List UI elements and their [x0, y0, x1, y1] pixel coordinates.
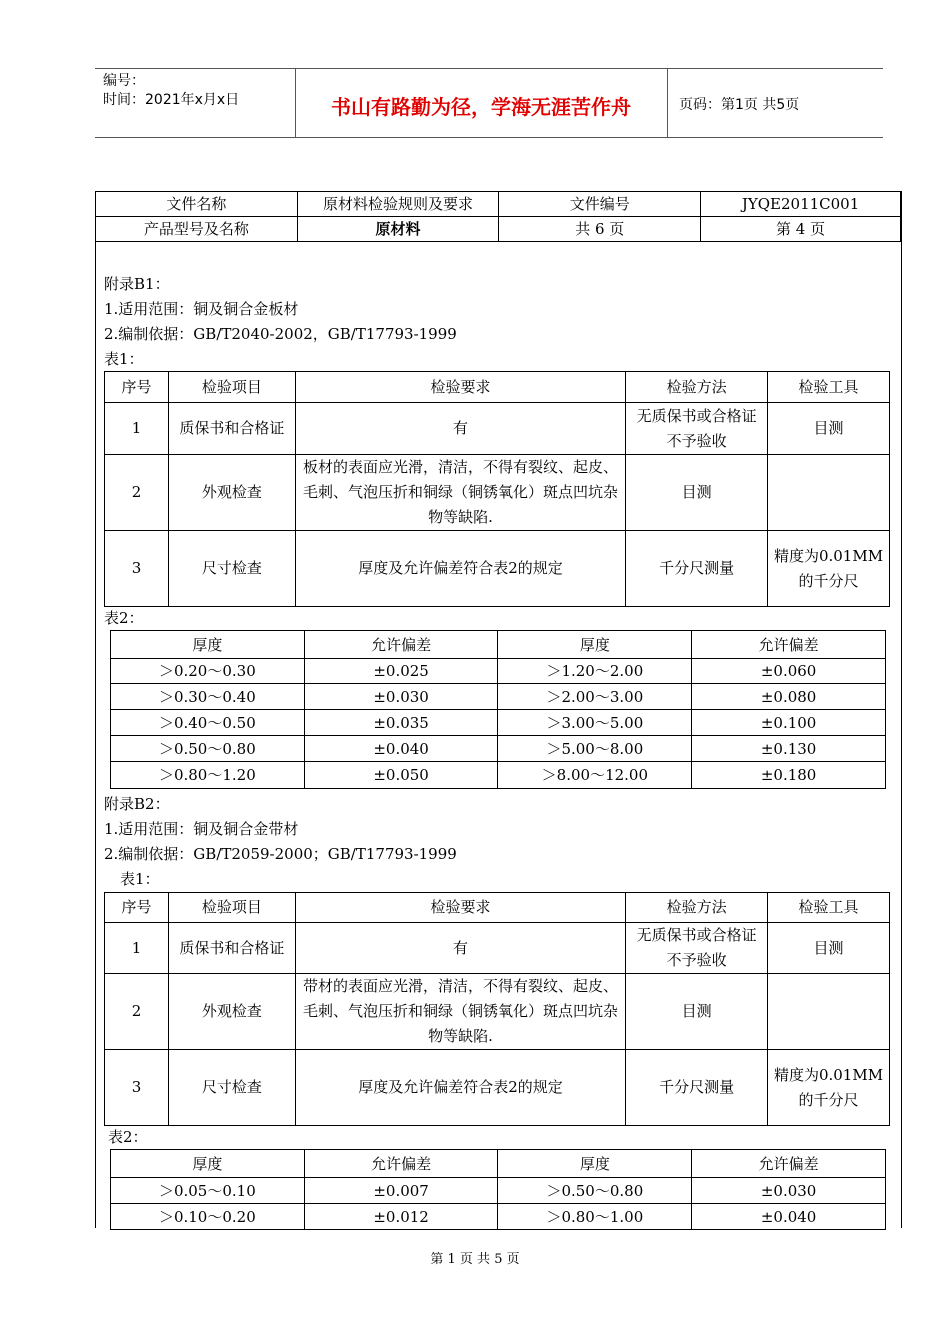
table-row	[105, 1050, 890, 1126]
table-cell: 精度为0.01MM的千分尺	[768, 531, 890, 607]
b2-table1	[104, 892, 890, 1126]
table-cell: ＞8.00～12.00	[498, 762, 692, 789]
table-header: 允许偏差	[304, 631, 498, 659]
doc-number-label: 编号：	[103, 73, 145, 89]
table-cell: 千分尺测量	[626, 531, 768, 607]
meta-cell: 第 4 页	[701, 217, 901, 242]
table-cell: ±0.025	[304, 659, 498, 684]
page-header	[95, 68, 883, 138]
b1-table1	[104, 371, 890, 607]
table-header: 检验项目	[168, 893, 295, 923]
table-cell: ±0.180	[692, 762, 886, 789]
table-cell: 质保书和合格证	[168, 923, 295, 974]
table-cell: ＞2.00～3.00	[498, 684, 692, 710]
table-cell: ＞0.30～0.40	[111, 684, 305, 710]
table-cell: 无质保书或合格证不予验收	[626, 403, 768, 455]
table-cell: ＞0.80～1.00	[498, 1204, 692, 1230]
table-cell: 无质保书或合格证不予验收	[626, 923, 768, 974]
table-header: 厚度	[111, 1150, 305, 1178]
table-cell: 尺寸检查	[168, 1050, 295, 1126]
table-cell: 2	[105, 974, 169, 1050]
table-header: 序号	[105, 372, 169, 403]
table-cell: ±0.030	[692, 1178, 886, 1204]
b1-table2	[110, 630, 886, 789]
table-cell: 带材的表面应光滑，清洁，不得有裂纹、起皮、毛刺、气泡压折和铜绿（铜锈氧化）斑点凹坑杂物等缺陷.	[295, 974, 626, 1050]
table-row	[105, 403, 890, 455]
table-cell: ±0.040	[692, 1204, 886, 1230]
table-cell: ±0.035	[304, 710, 498, 736]
table-header: 检验方法	[626, 372, 768, 403]
table-cell: ±0.080	[692, 684, 886, 710]
table-cell: 2	[105, 455, 169, 531]
table-cell: 3	[105, 1050, 169, 1126]
table-cell: ＞0.10～0.20	[111, 1204, 305, 1230]
header-motto: 书山有路勤为径，学海无涯苦作舟	[331, 95, 631, 119]
table-header: 厚度	[498, 1150, 692, 1178]
meta-table	[95, 191, 901, 242]
table-cell: ±0.130	[692, 736, 886, 762]
b2-table2-label: 表2：	[108, 1128, 148, 1146]
table-cell	[768, 455, 890, 531]
table-row	[111, 1204, 886, 1230]
header-page-label: 页码：第1页 共5页	[679, 97, 800, 113]
b1-scope: 1.适用范围：铜及铜合金板材	[104, 300, 299, 318]
b2-table2	[110, 1149, 886, 1230]
meta-cell: 文件编号	[499, 192, 701, 217]
meta-cell: 共 6 页	[499, 217, 701, 242]
table-cell: 目测	[768, 923, 890, 974]
b2-intro	[104, 792, 457, 892]
table-row	[111, 1178, 886, 1204]
table-cell: 1	[105, 923, 169, 974]
table-cell: ＞0.50～0.80	[498, 1178, 692, 1204]
table-cell: ±0.007	[304, 1178, 498, 1204]
time-label: 时间：2021年x月x日	[103, 92, 240, 108]
b1-table1-label: 表1：	[104, 350, 144, 368]
table-cell: ±0.040	[304, 736, 498, 762]
table-cell: ＞5.00～8.00	[498, 736, 692, 762]
page-footer: 第 1 页 共 5 页	[430, 1252, 520, 1267]
table-cell: ±0.030	[304, 684, 498, 710]
table-row	[105, 923, 890, 974]
b1-intro	[104, 272, 457, 372]
table-cell: 外观检查	[168, 974, 295, 1050]
table-cell: ＞0.80～1.20	[111, 762, 305, 789]
table-row	[111, 684, 886, 710]
table-header: 检验方法	[626, 893, 768, 923]
table-cell: ＞0.50～0.80	[111, 736, 305, 762]
table-header: 厚度	[498, 631, 692, 659]
table-cell: 外观检查	[168, 455, 295, 531]
table-row	[105, 455, 890, 531]
table-cell: 有	[295, 923, 626, 974]
table-header: 允许偏差	[692, 631, 886, 659]
b1-title: 附录B1：	[104, 275, 170, 293]
table-header: 检验工具	[768, 893, 890, 923]
b2-table1-label: 表1：	[120, 870, 160, 888]
header-info	[103, 72, 239, 110]
table-cell: ＞0.05～0.10	[111, 1178, 305, 1204]
table-header: 允许偏差	[692, 1150, 886, 1178]
b2-scope: 1.适用范围：铜及铜合金带材	[104, 820, 299, 838]
meta-cell: 文件名称	[96, 192, 298, 217]
table-row	[111, 659, 886, 684]
table-header: 序号	[105, 893, 169, 923]
table-cell: 目测	[626, 974, 768, 1050]
meta-cell: 原材料检验规则及要求	[297, 192, 499, 217]
table-cell: ＞0.40～0.50	[111, 710, 305, 736]
table-row	[111, 736, 886, 762]
table-cell: ＞0.20～0.30	[111, 659, 305, 684]
b1-basis: 2.编制依据：GB/T2040-2002，GB/T17793-1999	[104, 325, 457, 343]
table-cell: 1	[105, 403, 169, 455]
table-cell	[768, 974, 890, 1050]
table-cell: ±0.050	[304, 762, 498, 789]
table-cell: ±0.060	[692, 659, 886, 684]
b2-basis: 2.编制依据：GB/T2059-2000；GB/T17793-1999	[104, 845, 457, 863]
table-cell: 精度为0.01MM的千分尺	[768, 1050, 890, 1126]
table-header: 检验项目	[168, 372, 295, 403]
table-cell: ±0.012	[304, 1204, 498, 1230]
table-cell: 质保书和合格证	[168, 403, 295, 455]
table-header: 检验工具	[768, 372, 890, 403]
meta-cell: JYQE2011C001	[701, 192, 901, 217]
table-cell: 千分尺测量	[626, 1050, 768, 1126]
table-cell: 厚度及允许偏差符合表2的规定	[295, 1050, 626, 1126]
b2-title: 附录B2：	[104, 795, 170, 813]
table-row	[105, 974, 890, 1050]
table-header: 允许偏差	[304, 1150, 498, 1178]
table-header: 检验要求	[295, 372, 626, 403]
table-cell: 厚度及允许偏差符合表2的规定	[295, 531, 626, 607]
table-cell: 3	[105, 531, 169, 607]
table-row	[111, 762, 886, 789]
table-cell: 尺寸检查	[168, 531, 295, 607]
b1-table2-label: 表2：	[104, 609, 144, 627]
table-header: 厚度	[111, 631, 305, 659]
table-row	[105, 531, 890, 607]
table-cell: ＞3.00～5.00	[498, 710, 692, 736]
table-header: 检验要求	[295, 893, 626, 923]
table-cell: 目测	[626, 455, 768, 531]
table-cell: 有	[295, 403, 626, 455]
table-cell: 板材的表面应光滑，清洁，不得有裂纹、起皮、毛刺、气泡压折和铜绿（铜锈氧化）斑点凹坑杂物等缺陷.	[295, 455, 626, 531]
table-cell: 目测	[768, 403, 890, 455]
table-row	[111, 710, 886, 736]
meta-cell: 产品型号及名称	[96, 217, 298, 242]
table-cell: ＞1.20～2.00	[498, 659, 692, 684]
table-cell: ±0.100	[692, 710, 886, 736]
meta-cell: 原材料	[297, 217, 499, 242]
